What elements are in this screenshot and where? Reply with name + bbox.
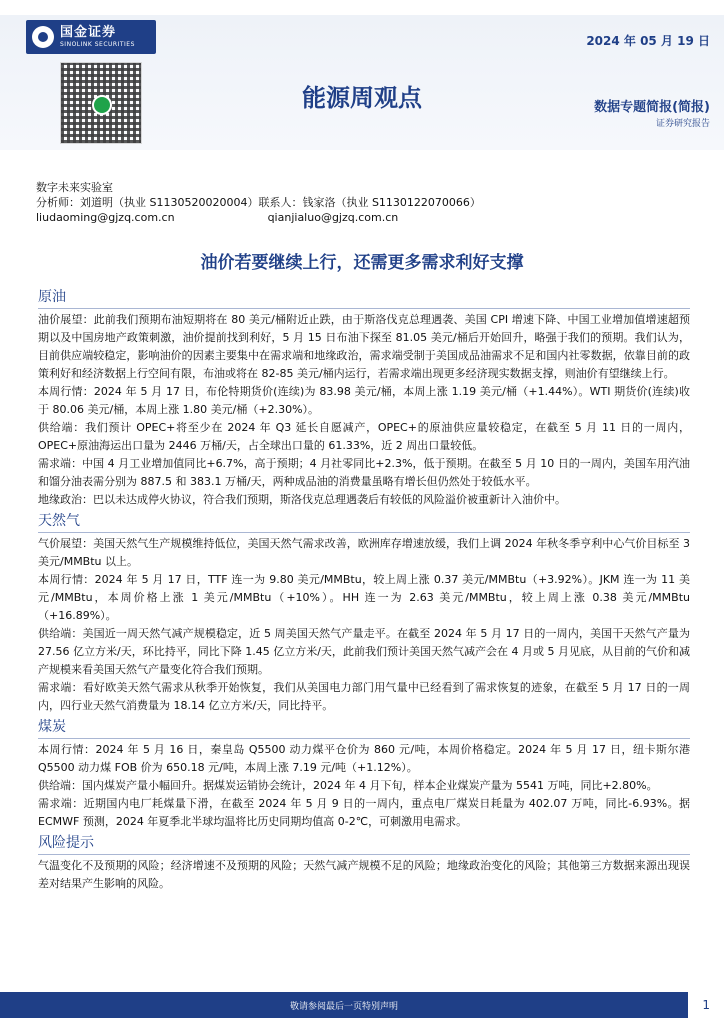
analyst-info [36,180,481,225]
doc-type: 数据专题简报(简报) [594,100,710,115]
paragraph: 油价展望：此前我们预期布油短期将在 80 美元/桶附近止跌，由于斯洛伐克总理遇袭、美国 CPI 增速下降、中国工业增加值增速超预期以及中国房地产政策刺激，油价提前找到利好，5 月 15 日布油下探至 81.05 美元/桶后开始回升，略强于我们的预期。我们认为，目前供应端较稳定，影响油价的因素主要集中在需求端和地缘政治，需求端受制于美国成品油需求不足和国内社零数据，依靠目前的政策利好和经济数据上行空间有限，布油或将在 82-85 美元/桶内运行，若需求端出现更多经济现实数据支撑，则油价有望继续上行。 [38,313,690,380]
paragraph: 地缘政治：巴以未达成停火协议，符合我们预期，斯洛伐克总理遇袭后有较低的风险溢价被重新计入油价中。 [38,493,566,506]
section-title: 天然气 [38,511,690,533]
logo-icon [32,26,54,48]
section-crude-oil [38,287,690,509]
report-date: 2024 年 05 月 19 日 [586,34,710,48]
paragraph: 需求端：看好欧美天然气需求从秋季开始恢复，我们从美国电力部门用气量中已经看到了需求恢复的迹象，在截至 5 月 17 日的一周内，四行业天然气消费量为 18.14 亿立方米/天，同比持平。 [38,681,690,712]
contact-email[interactable]: qianjialuo@gjzq.com.cn [267,211,399,224]
analyst-line: 分析师：刘道明（执业 S1130520020004）联系人：钱家洛（执业 S1130122070066） [36,196,481,209]
section-title: 煤炭 [38,717,690,739]
paragraph: 供给端：我们预计 OPEC+将至少在 2024 年 Q3 延长自愿减产，OPEC+的原油供应量较稳定，在截至 5 月 11 日的一周内，OPEC+原油海运出口量为 2446 万桶/天，占全球出口量的 61.33%，近 2 周出口量较低。 [38,421,690,452]
section-risk [38,833,690,893]
section-coal [38,717,690,831]
paragraph: 供给端：美国近一周天然气减产规模稳定，近 5 周美国天然气产量走平。在截至 2024 年 5 月 17 日的一周内，美国干天然气产量为 27.56 亿立方米/天，环比持平，同比下降 1.45 亿立方米/天，此前我们预计美国天然气减产会在 4 月或 5 月见底，从目前的气价和减产规模来看美国天然气产量变化符合我们预期。 [38,627,690,676]
paragraph: 气温变化不及预期的风险；经济增速不及预期的风险；天然气减产规模不足的风险；地缘政治变化的风险；其他第三方数据来源出现误差对结果产生影响的风险。 [38,859,690,890]
paragraph: 需求端：中国 4 月工业增加值同比+6.7%，高于预期；4 月社零同比+2.3%，低于预期。在截至 5 月 10 日的一周内，美国车用汽油和馏分油表需分别为 887.5 和 383.1 万桶/天，两种成品油的消费量虽略有增长但仍然处于较低水平。 [38,457,690,488]
doc-subtype: 证券研究报告 [655,119,710,129]
page-title: 能源周观点 [302,84,422,112]
paragraph: 本周行情：2024 年 5 月 16 日，秦皇岛 Q5500 动力煤平仓价为 860 元/吨，本周价格稳定。2024 年 5 月 17 日，纽卡斯尔港 Q5500 动力煤 FOB 价为 650.18 元/吨，本周上涨 7.19 元/吨（+1.12%）。 [38,743,690,774]
team-name: 数字未来实验室 [36,181,113,194]
paragraph: 需求端：近期国内电厂耗煤量下滑，在截至 2024 年 5 月 9 日的一周内，重点电厂煤炭日耗量为 402.07 万吨，同比-6.93%。据 ECMWF 预测，2024 年夏季北半球均温将比历史同期均值高 0-2℃，可刺激用电需求。 [38,797,690,828]
paragraph: 气价展望：美国天然气生产规模维持低位，美国天然气需求改善，欧洲库存增速放缓，我们上调 2024 年秋冬季亨利中心气价目标至 3 美元/MMBtu 以上。 [38,537,690,568]
report-headline: 油价若要继续上行，还需更多需求利好支撑 [200,253,524,273]
logo-cn: 国金证券 [60,25,117,40]
section-title: 原油 [38,287,690,309]
analyst-email[interactable]: liudaoming@gjzq.com.cn [36,211,175,224]
logo-en: SINOLINK SECURITIES [60,41,135,48]
paragraph: 本周行情：2024 年 5 月 17 日，布伦特期货价(连续)为 83.98 美元/桶，本周上涨 1.19 美元/桶（+1.44%）。WTI 期货价(连续)收于 80.06 美元/桶，本周上涨 1.80 美元/桶（+2.30%）。 [38,385,690,416]
page-number: 1 [702,998,710,1012]
paragraph: 供给端：国内煤炭产量小幅回升。据煤炭运销协会统计，2024 年 4 月下旬，样本企业煤炭产量为 5541 万吨，同比+2.80%。 [38,779,658,792]
report-body [38,285,690,893]
brand-logo [26,20,156,54]
report-header [0,0,724,150]
email-row [36,210,481,225]
section-natural-gas [38,511,690,715]
footer-disclaimer[interactable]: 敬请参阅最后一页特别声明 [289,1002,398,1012]
paragraph: 本周行情：2024 年 5 月 17 日，TTF 连一为 9.80 美元/MMBtu，较上周上涨 0.37 美元/MMBtu（+3.92%）。JKM 连一为 11 美元/MMBtu，本周价格上涨 1 美元/MMBtu（+10%）。HH 连一为 2.63 美元/MMBtu，较上周上涨 0.38 美元/MMBtu（+16.89%）。 [38,573,690,622]
page-footer [0,992,724,1024]
section-title: 风险提示 [38,833,690,855]
